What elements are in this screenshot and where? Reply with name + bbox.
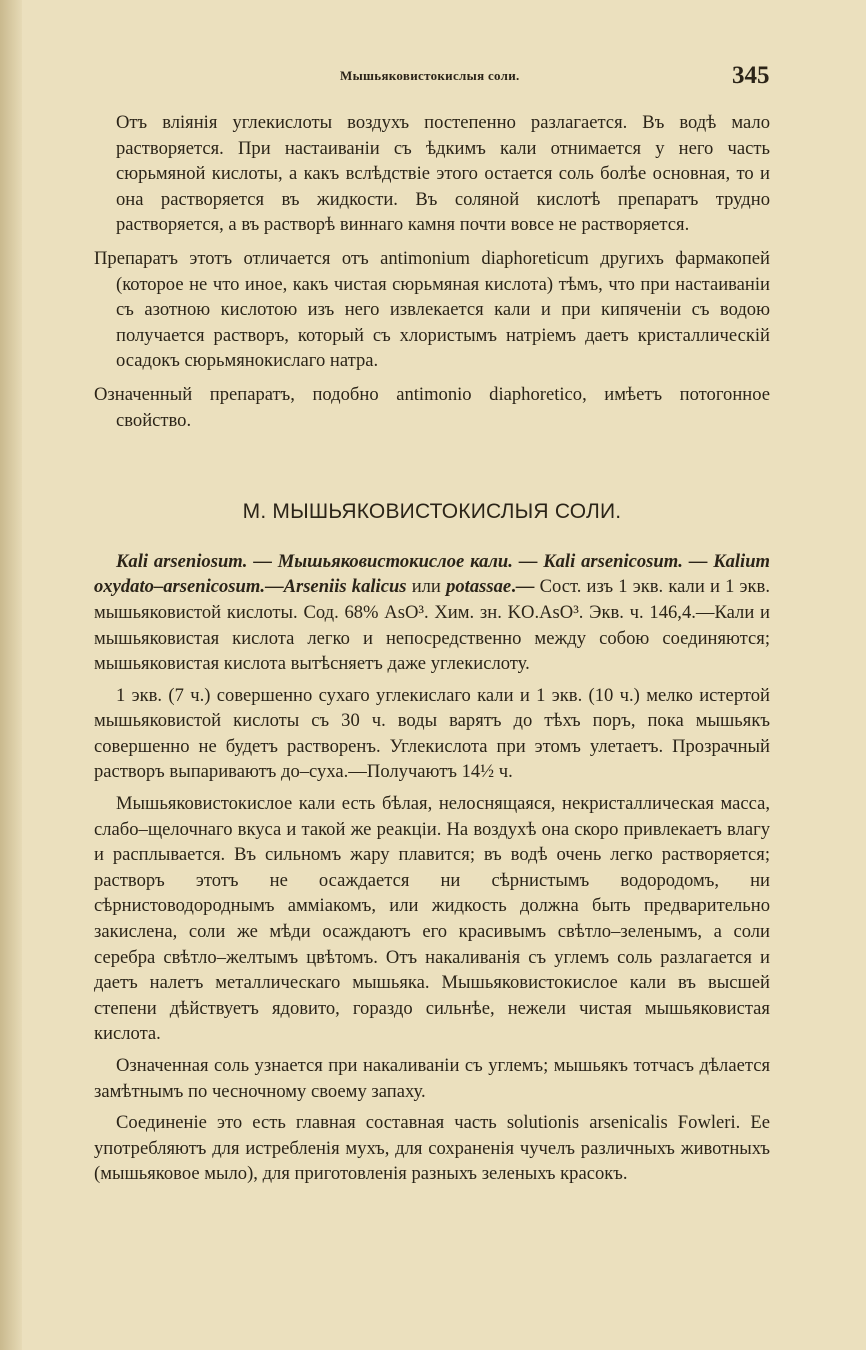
page-header [0,62,866,92]
entry-russian-name: Мышьяковистокислое кали. [277,550,513,572]
entry-end: .— [511,576,540,598]
page-edge [0,0,22,1350]
entry-latin-name-4: Arseniis kalicus [283,576,407,598]
page-body [94,110,770,1193]
entry-latin-name-1: Kali arseniosum. [116,550,248,572]
entry-latin-name-2: Kali arsenicosum. [543,550,683,572]
page-number: 345 [732,62,770,89]
body-paragraph-4: Соединеніе это есть главная составная часть solutionis arsenicalis Fowleri. Ее употребляютъ для истребленія мухъ, для сохраненія чучелъ различныхъ животныхъ (мышьяковое мыло), для приготовленія разныхъ зеленыхъ красокъ. [94,1112,770,1185]
intro-paragraph-1: Отъ вліянія углекислоты воздухъ постепенно разлагается. Въ водѣ мало растворяется. При настаиваніи съ ѣдкимъ кали отнимается у него часть сюрьмяной кислоты, а какъ вслѣдствіе этого остается соль болѣе основная, то и она растворяется въ жидкости. Въ соляной кислотѣ препаратъ трудно растворяется, а въ растворѣ виннаго камня почти вовсе не растворяется. [116,112,770,236]
intro-paragraph-3: Означенный препаратъ, подобно antimonio diaphoretico, имѣетъ потогонное свойство. [94,383,770,431]
body-paragraph-3: Означенная соль узнается при накаливаніи съ углемъ; мышьякъ тотчасъ дѣлается замѣтнымъ по чесночному своему запаху. [94,1055,770,1102]
entry-dash-3: — [682,550,714,572]
intro-paragraph-2: Препаратъ этотъ отличается отъ antimonium diaphoreticum другихъ фармакопей (которое не что иное, какъ чистая сюрьмяная кислота) тѣмъ, что при настаиваніи съ азотною кислотою изъ него извлекается кали и при кипяченіи съ водою получается растворъ, который съ хлористымъ натріемъ даетъ кристаллическій осадокъ сюрьмянокислаго натра. [94,247,770,372]
entry-latin-name-3: Kalium oxydato–arsenicosum. [94,550,771,598]
section-heading: M. МЫШЬЯКОВИСТОКИСЛЫЯ СОЛИ. [242,500,622,524]
entry-dash-2: — [512,550,544,572]
entry-dash-4: — [264,576,284,598]
entry-text: Сост. изъ 1 экв. кали и 1 экв. мышьяковистой кислоты. Сод. 68% AsO³. Хим. зн. KO.AsO³. Экв. ч. 146,4.—Кали и мышьяковистая кислота легко и непосредственно между собою соединяются; мышьяковистая кислота вытѣсняетъ даже углекислоту. [94,576,770,675]
entry-or-word: или [406,576,447,598]
entry-dash-1: — [247,550,278,572]
entry-latin-name-5: potassae [446,576,512,598]
entry-paragraph [94,549,770,677]
body-paragraph-1: 1 экв. (7 ч.) совершенно сухаго углекислаго кали и 1 экв. (10 ч.) мелко истертой мышьяковистой кислоты съ 30 ч. воды варятъ до тѣхъ поръ, пока мышьякъ совершенно не будетъ растворенъ. Углекислота при этомъ улетаетъ. Прозрачный растворъ выпариваютъ до–суха.—Получаютъ 14½ ч. [94,684,770,783]
running-head: Мышьяковистокислыя соли. [340,68,520,83]
body-paragraph-2: Мышьяковистокислое кали есть бѣлая, нелоснящаяся, некристаллическая масса, слабо–щелочнаго вкуса и такой же реакціи. На воздухѣ она скоро привлекаетъ влагу и расплывается. Въ сильномъ жару плавится; въ водѣ очень легко растворяется; растворъ этотъ не осаждается ни сѣрнистымъ водородомъ, ни сѣрнистоводороднымъ амміакомъ, или жидкость должна быть предварительно закислена, соли же мѣди осаждаютъ его красивымъ свѣтло–зеленымъ, а соли серебра свѣтло–желтымъ цвѣтомъ. Отъ накаливанія съ углемъ соль разлагается и даетъ налетъ металлическаго мышьяка. Мышьяковистокислое кали въ высшей степени дѣйствуетъ ядовито, гораздо сильнѣе, нежели чистая мышьяковистая кислота. [94,793,770,1045]
